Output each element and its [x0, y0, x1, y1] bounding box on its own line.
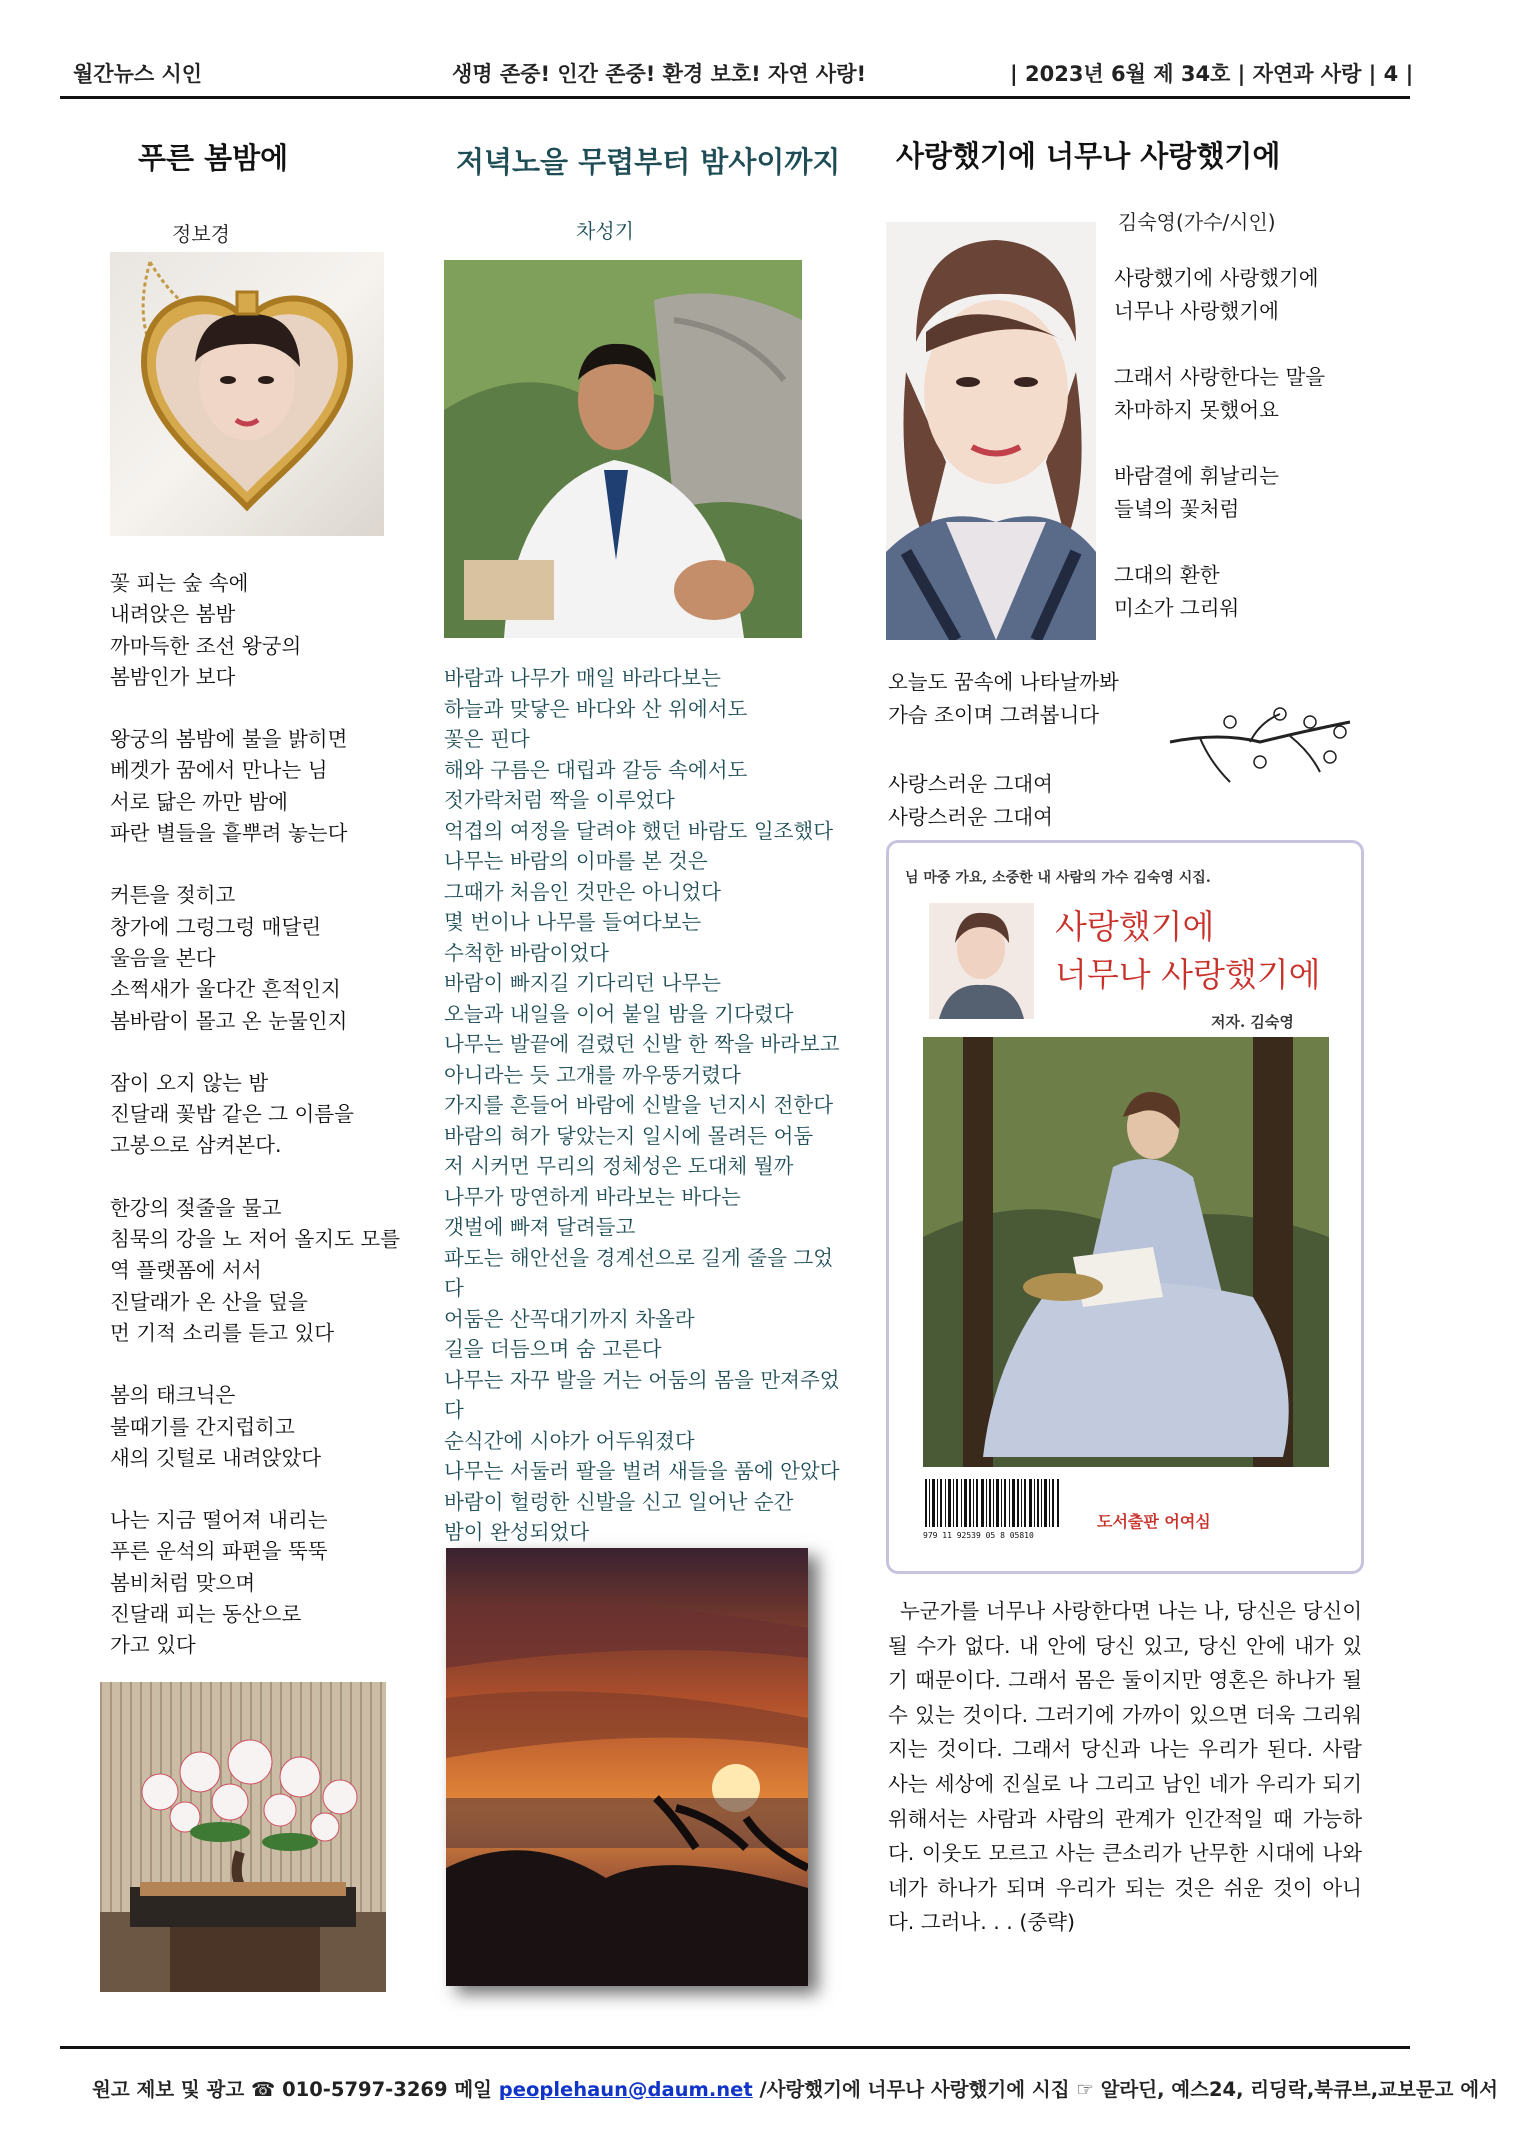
book-author-thumbnail: [929, 903, 1034, 1019]
stanza: 나는 지금 떨어져 내리는 푸른 운석의 파편을 뚝뚝 봄비처럼 맞으며 진달래 피는 동산으로 가고 있다: [110, 1508, 328, 1658]
poem3-title: 사랑했기에 너무나 사랑했기에: [896, 139, 1281, 173]
footer-email-link[interactable]: peoplehaun@daum.net: [498, 2078, 753, 2101]
poem3-lower-body: 오늘도 꿈속에 나타날까봐 가슴 조이며 그려봅니다 사랑스러운 그대여 사랑스러운 그대여: [888, 670, 1119, 829]
footer-contact: [92, 2074, 1498, 2102]
book-title-line1: 사랑했기에: [1055, 907, 1215, 946]
book-author: 저자. 김숙영: [1211, 1013, 1294, 1031]
header-issue-info: | 2023년 6월 제 34호 | 자연과 사랑 | 4 |: [1010, 62, 1414, 86]
stanza: 잠이 오지 않는 밤 진달래 꽃밥 같은 그 이름을 고봉으로 삼켜본다.: [110, 1070, 354, 1158]
poem2-body: 바람과 나무가 매일 바라다보는 하늘과 맞닿은 바다와 산 위에서도 꽃은 핀다 해와 구름은 대립과 갈등 속에서도 젓가락처럼 짝을 이루었다 억겹의 여정을 달려야 했던 바람도 일조했다 나무는 바람의 이마를 본 것은 그때가 처음인 것만은 아니었다 몇 번이나 나무를 들여다보는 수척한 바람이었다 바람이 빠지길 기다리던 나무는 오늘과 내일을 이어 붙일 밤을 기다렸다 나무는 발끝에 걸렸던 신발 한 짝을 바라보고 아니라는 듯 고개를 까우뚱거렸다 가지를 흔들어 바람에 신발을 넌지시 전한다 바람의 혀가 닿았는지 일시에 몰려든 어둠 저 시커먼 무리의 정체성은 도대체 뭘까 나무가 망연하게 바라보는 바다는 갯벌에 빠져 달려들고 파도는 해안선을 경계선으로 길게 줄을 그었 다 어둠은 산꼭대기까지 차올라 길을 더듬으며 숨 고른다 나무는 자꾸 발을 거는 어둠의 몸을 만져주었 다 순식간에 시야가 어두워졌다 나무는 서둘러 팔을 벌려 새들을 품에 안았다 바람이 헐렁한 신발을 신고 일어난 순간 밤이 완성되었다: [444, 666, 840, 1544]
flower-bonsai-photo: [100, 1682, 386, 1992]
poem3-author: 김숙영(가수/시인): [1118, 210, 1276, 234]
footer-prefix: 원고 제보 및 광고 ☎ 010-5797-3269 메일: [92, 2078, 499, 2101]
book-title-line2: 너무나 사랑했기에: [1055, 955, 1321, 994]
footer-suffix: /사랑했기에 너무나 사랑했기에 시집 ☞ 알라딘, 예스24, 리딩락,북큐브,교보문고 에서: [752, 2078, 1498, 2101]
footer-divider: [60, 2046, 1410, 2049]
poem1-title: 푸른 봄밤에: [138, 141, 289, 175]
stanza: 왕궁의 봄밤에 불을 밝히면 베겟가 꿈에서 만나는 님 서로 닮은 까만 밤에 파란 별들을 흩뿌려 놓는다: [110, 727, 348, 846]
stanza: 봄의 태크닉은 불때기를 간지럽히고 새의 깃털로 내려앉았다: [110, 1383, 322, 1470]
plum-blossom-branch-icon: [1160, 702, 1360, 792]
book-cover: [886, 840, 1364, 1574]
barcode: [923, 1479, 1063, 1540]
header-slogan: 생명 존중! 인간 존중! 환경 보호! 자연 사랑!: [452, 62, 867, 86]
stanza: 커튼을 젖히고 창가에 그렁그렁 매달린 울음을 본다 소쩍새가 울다간 흔적인지 봄바람이 몰고 온 눈물인지: [110, 883, 348, 1033]
stanza: 한강의 젖줄을 물고 침묵의 강을 노 저어 올지도 모를 역 플랫폼에 서서 진달래가 온 산을 덮을 먼 기적 소리를 듣고 있다: [110, 1195, 401, 1345]
poem3-side-body: 사랑했기에 사랑했기에 너무나 사랑했기에 그래서 사랑한다는 말을 차마하지 못했어요 바람결에 휘날리는 들녘의 꽃처럼 그대의 환한 미소가 그리워: [1114, 266, 1326, 620]
poem2-title: 저녁노을 무렵부터 밤사이까지: [456, 145, 841, 179]
stanza: 꽃 피는 숲 속에 내려앉은 봄밤 까마득한 조선 왕궁의 봄밤인가 보다: [110, 571, 302, 689]
book-tagline: 님 마중 가요, 소중한 내 사람의 가수 김숙영 시집.: [905, 870, 1211, 886]
sunset-photo: [446, 1548, 808, 1986]
heart-locket-photo: [110, 252, 384, 536]
header-newspaper-name: 월간뉴스 시인: [73, 62, 203, 86]
author-man-photo: [444, 260, 802, 638]
header-divider: [60, 96, 1410, 99]
book-painting-woman-reading: [923, 1037, 1329, 1467]
poem1-author: 정보경: [172, 222, 230, 246]
book-publisher: 도서출판 어여심: [1097, 1512, 1211, 1531]
poem2-author: 차성기: [576, 219, 634, 243]
isbn-number: 979 11 92539 05 8 05810: [923, 1531, 1034, 1540]
essay-text: 누군가를 너무나 사랑한다면 나는 나, 당신은 당신이 될 수가 없다. 내 안에 당신 있고, 당신 안에 내가 있기 때문이다. 그래서 몸은 둘이지만 영혼은 하나가 될 수 있는 것이다. 그러기에 가까이 있으면 더욱 그리워지는 것이다. 그래서 당신과 나는 우리가 된다. 사람 사는 세상에 진실로 나 그리고 남인 네가 우리가 되기 위해서는 사람과 사람의 관계가 인간적일 때 가능하다. 이웃도 모르고 사는 큰소리가 난무한 시대에 나와 네가 하나가 되며 우리가 되는 것은 쉬운 것이 아니다. 그러나. . . (중략): [888, 1599, 1362, 1935]
poem1-body: [110, 568, 410, 1662]
singer-portrait-photo: [886, 222, 1096, 640]
